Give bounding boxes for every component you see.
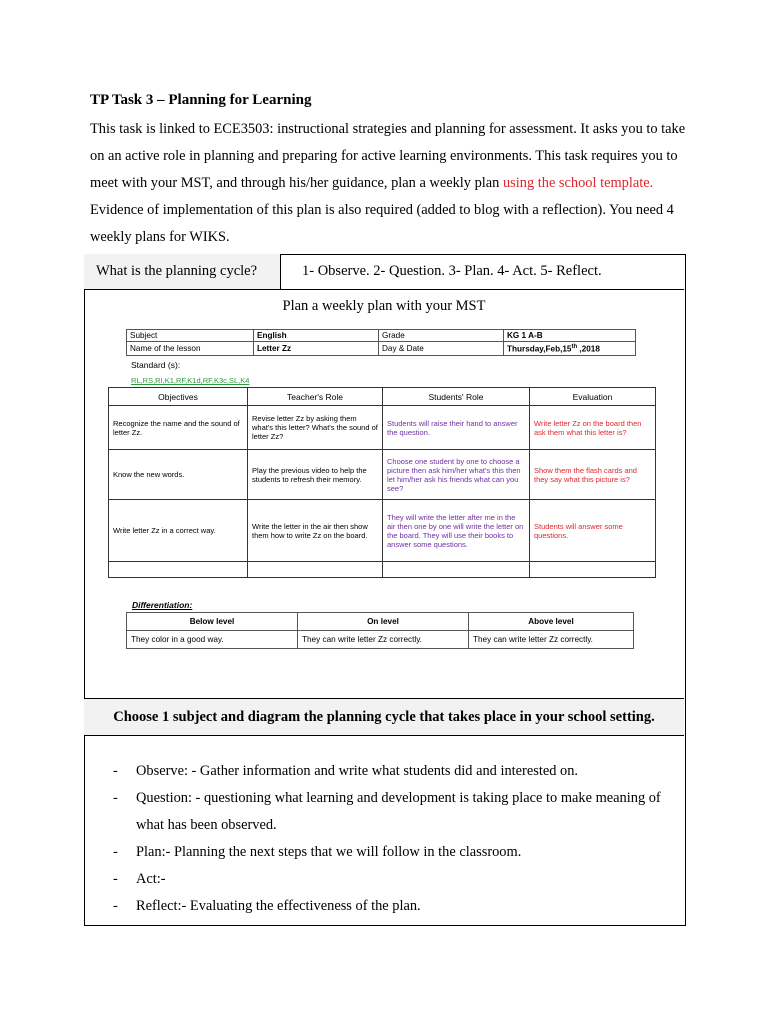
empty-cell (109, 562, 248, 578)
cycle-row (84, 254, 684, 290)
intro-text-part1: This task is linked to ECE3503: instructional strategies and planning for assessment. It asks you to take on an active role in planning and preparing for active learning environments. This task requires you to meet with your MST, and through his/her guidance, plan a weekly plan (90, 121, 686, 191)
standard-label: Standard (s): (131, 360, 181, 370)
subject-label: Subject (127, 330, 254, 342)
list-item: - Reflect:- Evaluating the effectiveness of the plan. (113, 898, 421, 914)
teacher-role-cell: Revise letter Zz by asking them what's this letter? What's the sound of letter Zz? (248, 406, 383, 450)
subject-value: English (254, 330, 379, 342)
cycle-answer: 1- Observe. 2- Question. 3- Plan. 4- Act. 5- Reflect. (302, 263, 602, 279)
standard-codes: RL,RS,RI,K1,RF,K1d,RF,K3c,SL,K4 (131, 376, 250, 385)
table-row (127, 342, 636, 356)
lesson-label: Name of the lesson (127, 342, 254, 356)
table-header-row (109, 388, 656, 406)
students-role-cell: Students will raise their hand to answer the question. (383, 406, 530, 450)
header-above-level: Above level (469, 613, 634, 631)
grade-value: KG 1 A-B (504, 330, 636, 342)
table-row (109, 500, 656, 562)
document-title: TP Task 3 – Planning for Learning (90, 92, 312, 108)
list-item: - Question: - questioning what learning and development is taking place to make meaning of what has been observed. (113, 790, 661, 833)
students-role-cell: Choose one student by one to choose a picture then ask him/her what's this then let him/her ask his friends what can you see? (383, 450, 530, 500)
differentiation-label: Differentiation: (132, 600, 193, 610)
below-level-cell: They color in a good way. (127, 631, 298, 649)
table-row (127, 330, 636, 342)
above-level-cell: They can write letter Zz correctly. (469, 631, 634, 649)
cycle-question: What is the planning cycle? (84, 254, 281, 289)
evaluation-cell: Students will answer some questions. (530, 500, 656, 562)
header-below-level: Below level (127, 613, 298, 631)
date-value: Thursday,Feb,15th ,2018 (504, 342, 636, 356)
intro-text-red: using the school template. (502, 175, 654, 191)
list-item: - Plan:- Planning the next steps that we will follow in the classroom. (113, 844, 522, 860)
empty-cell (248, 562, 383, 578)
plan-heading: Plan a weekly plan with your MST (282, 298, 486, 314)
empty-cell (530, 562, 656, 578)
teacher-role-cell: Write the letter in the air then show them how to write Zz on the board. (248, 500, 383, 562)
intro-text-part2: Evidence of implementation of this plan is also required (added to blog with a reflection). You need 4 weekly plans for WIKS. (90, 202, 674, 245)
lesson-value: Letter Zz (254, 342, 379, 356)
lesson-info-table (126, 329, 636, 356)
cycle-list (113, 758, 683, 920)
objective-cell: Recognize the name and the sound of letter Zz. (109, 406, 248, 450)
grade-label: Grade (379, 330, 504, 342)
objective-cell: Know the new words. (109, 450, 248, 500)
table-row (109, 450, 656, 500)
differentiation-table (126, 612, 634, 649)
list-item: - Observe: - Gather information and write what students did and interested on. (113, 763, 578, 779)
on-level-cell: They can write letter Zz correctly. (298, 631, 469, 649)
intro-paragraph (90, 116, 690, 251)
objective-cell: Write letter Zz in a correct way. (109, 500, 248, 562)
evaluation-cell: Show them the flash cards and they say what this picture is? (530, 450, 656, 500)
weekly-plan-table (108, 387, 656, 578)
table-row (109, 406, 656, 450)
date-label: Day & Date (379, 342, 504, 356)
list-item: - Act:- (113, 871, 166, 887)
students-role-cell: They will write the letter after me in the air then one by one will write the letter on the board. They will use their books to answer some questions. (383, 500, 530, 562)
table-header-row (127, 613, 634, 631)
table-row (127, 631, 634, 649)
header-evaluation: Evaluation (530, 388, 656, 406)
header-students-role: Students' Role (383, 388, 530, 406)
evaluation-cell: Write letter Zz on the board then ask them what this letter is? (530, 406, 656, 450)
header-teacher-role: Teacher's Role (248, 388, 383, 406)
header-on-level: On level (298, 613, 469, 631)
table-row (109, 562, 656, 578)
teacher-role-cell: Play the previous video to help the students to refresh their memory. (248, 450, 383, 500)
choose-heading: Choose 1 subject and diagram the planning cycle that takes place in your school setting. (84, 698, 684, 736)
header-objectives: Objectives (109, 388, 248, 406)
empty-cell (383, 562, 530, 578)
